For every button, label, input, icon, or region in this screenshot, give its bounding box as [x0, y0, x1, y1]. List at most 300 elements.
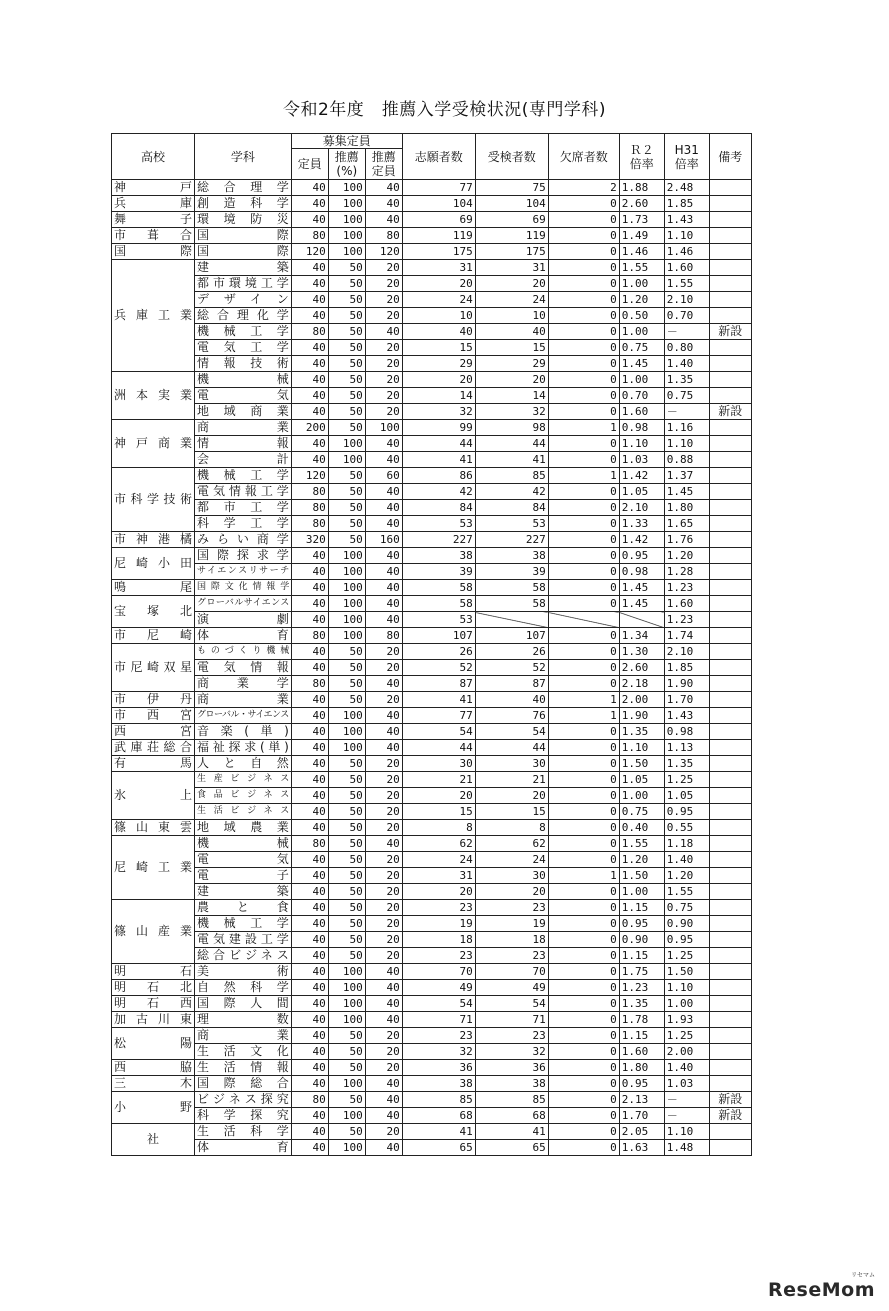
capacity-cell: 40: [291, 340, 328, 356]
rec-pct-cell: 50: [328, 644, 365, 660]
absentees-cell: 0: [548, 228, 619, 244]
examinees-cell: 38: [475, 548, 548, 564]
dept-cell: グローバル・サイエンス: [195, 708, 292, 724]
r2-ratio-cell: 1.42: [619, 468, 664, 484]
dept-cell: 電気建設工学: [195, 932, 292, 948]
rec-cap-cell: 20: [365, 916, 402, 932]
examinees-cell: 18: [475, 932, 548, 948]
absentees-cell: 0: [548, 948, 619, 964]
r2-ratio-cell: 0.50: [619, 308, 664, 324]
rec-cap-cell: 20: [365, 1060, 402, 1076]
rec-pct-cell: 50: [328, 388, 365, 404]
dept-cell: 電気: [195, 852, 292, 868]
r2-ratio-cell: 0.70: [619, 388, 664, 404]
capacity-cell: 80: [291, 484, 328, 500]
table-row: [112, 980, 752, 996]
r2-ratio-cell: 0.75: [619, 340, 664, 356]
rec-pct-cell: 100: [328, 980, 365, 996]
rec-cap-cell: 20: [365, 868, 402, 884]
examinees-cell: 58: [475, 580, 548, 596]
examinees-cell: 75: [475, 180, 548, 196]
examinees-cell: 52: [475, 660, 548, 676]
dept-cell: 都市工学: [195, 500, 292, 516]
r2-ratio-cell: 1.15: [619, 900, 664, 916]
h31-ratio-cell: 1.80: [664, 500, 709, 516]
applicants-cell: 38: [402, 548, 475, 564]
dept-cell: 環境防災: [195, 212, 292, 228]
capacity-cell: 40: [291, 548, 328, 564]
rec-cap-cell: 40: [365, 452, 402, 468]
rec-pct-cell: 50: [328, 932, 365, 948]
examinees-cell: 20: [475, 884, 548, 900]
rec-cap-cell: 40: [365, 836, 402, 852]
note-cell: [709, 1044, 751, 1060]
header-rec-cap: 推薦 定員: [365, 149, 402, 180]
h31-ratio-cell: －: [664, 1092, 709, 1108]
capacity-cell: 80: [291, 500, 328, 516]
examinees-cell: 42: [475, 484, 548, 500]
absentees-cell: 0: [548, 212, 619, 228]
school-cell: 市尼崎双星: [112, 644, 195, 692]
capacity-cell: 40: [291, 1108, 328, 1124]
applicants-cell: 8: [402, 820, 475, 836]
rec-pct-cell: 50: [328, 772, 365, 788]
examinees-cell: 227: [475, 532, 548, 548]
h31-ratio-cell: 1.23: [664, 580, 709, 596]
rec-cap-cell: 40: [365, 1092, 402, 1108]
r2-ratio-cell: 0.95: [619, 1076, 664, 1092]
examinees-cell: 23: [475, 1028, 548, 1044]
r2-ratio-cell: 2.00: [619, 692, 664, 708]
h31-ratio-cell: 1.25: [664, 948, 709, 964]
h31-ratio-cell: 0.75: [664, 388, 709, 404]
rec-cap-cell: 80: [365, 628, 402, 644]
examinees-cell: 20: [475, 372, 548, 388]
rec-pct-cell: 50: [328, 804, 365, 820]
rec-cap-cell: 20: [365, 1044, 402, 1060]
rec-cap-cell: 40: [365, 740, 402, 756]
examinees-cell: 39: [475, 564, 548, 580]
dept-cell: 商業学: [195, 676, 292, 692]
h31-ratio-cell: 1.05: [664, 788, 709, 804]
table-row: [112, 964, 752, 980]
table-row: [112, 1044, 752, 1060]
r2-ratio-cell: 1.45: [619, 596, 664, 612]
rec-pct-cell: 50: [328, 916, 365, 932]
rec-cap-cell: 20: [365, 260, 402, 276]
rec-pct-cell: 50: [328, 660, 365, 676]
logo-text: ReseMom: [768, 1279, 875, 1301]
examinees-cell: 62: [475, 836, 548, 852]
capacity-cell: 80: [291, 516, 328, 532]
absentees-cell: 0: [548, 1140, 619, 1156]
absentees-cell: 0: [548, 324, 619, 340]
examinees-cell: 175: [475, 244, 548, 260]
applicants-cell: 104: [402, 196, 475, 212]
rec-pct-cell: 100: [328, 1108, 365, 1124]
r2-ratio-cell: 1.49: [619, 228, 664, 244]
rec-cap-cell: 40: [365, 964, 402, 980]
applicants-cell: 23: [402, 948, 475, 964]
note-cell: 新設: [709, 404, 751, 420]
rec-pct-cell: 50: [328, 1060, 365, 1076]
applicants-cell: 30: [402, 756, 475, 772]
dept-cell: 国際人間: [195, 996, 292, 1012]
rec-pct-cell: 50: [328, 1044, 365, 1060]
applicants-cell: 42: [402, 484, 475, 500]
rec-cap-cell: 20: [365, 852, 402, 868]
r2-ratio-cell: 1.03: [619, 452, 664, 468]
h31-ratio-cell: 1.03: [664, 1076, 709, 1092]
h31-ratio-cell: 2.00: [664, 1044, 709, 1060]
dept-cell: 総合理学: [195, 180, 292, 196]
note-cell: [709, 628, 751, 644]
r2-ratio-cell: 1.55: [619, 260, 664, 276]
dept-cell: 科学工学: [195, 516, 292, 532]
school-cell: 社: [112, 1124, 195, 1156]
examinees-cell: 53: [475, 516, 548, 532]
absentees-cell: 0: [548, 1012, 619, 1028]
capacity-cell: 40: [291, 1140, 328, 1156]
note-cell: [709, 756, 751, 772]
absentees-cell: 0: [548, 996, 619, 1012]
absentees-cell: [548, 612, 619, 628]
h31-ratio-cell: 1.00: [664, 996, 709, 1012]
absentees-cell: 1: [548, 868, 619, 884]
capacity-cell: 40: [291, 756, 328, 772]
table-row: [112, 612, 752, 628]
r2-ratio-cell: 1.42: [619, 532, 664, 548]
h31-ratio-cell: 0.55: [664, 820, 709, 836]
school-cell: 市伊丹: [112, 692, 195, 708]
applicants-cell: 20: [402, 276, 475, 292]
school-cell: 明石: [112, 964, 195, 980]
rec-pct-cell: 50: [328, 900, 365, 916]
absentees-cell: 0: [548, 676, 619, 692]
absentees-cell: 0: [548, 1028, 619, 1044]
applicants-cell: 58: [402, 580, 475, 596]
table-row: [112, 228, 752, 244]
dept-cell: 食品ビジネス: [195, 788, 292, 804]
rec-pct-cell: 100: [328, 596, 365, 612]
examinees-cell: 20: [475, 276, 548, 292]
r2-ratio-cell: 1.50: [619, 756, 664, 772]
applicants-cell: 86: [402, 468, 475, 484]
table-row: [112, 308, 752, 324]
table-row: [112, 196, 752, 212]
capacity-cell: 80: [291, 676, 328, 692]
table-row: [112, 180, 752, 196]
dept-cell: 情報技術: [195, 356, 292, 372]
r2-ratio-cell: 1.80: [619, 1060, 664, 1076]
absentees-cell: 0: [548, 1044, 619, 1060]
table-row: [112, 548, 752, 564]
school-cell: 国際: [112, 244, 195, 260]
table-row: [112, 1092, 752, 1108]
examinees-cell: 58: [475, 596, 548, 612]
absentees-cell: 0: [548, 820, 619, 836]
applicants-cell: 41: [402, 1124, 475, 1140]
absentees-cell: 0: [548, 196, 619, 212]
dept-cell: 電子: [195, 868, 292, 884]
absentees-cell: 0: [548, 964, 619, 980]
capacity-cell: 40: [291, 932, 328, 948]
applicants-cell: 36: [402, 1060, 475, 1076]
h31-ratio-cell: 1.28: [664, 564, 709, 580]
rec-cap-cell: 20: [365, 756, 402, 772]
dept-cell: 国際文化情報学: [195, 580, 292, 596]
table-row: [112, 788, 752, 804]
applicants-cell: 68: [402, 1108, 475, 1124]
note-cell: [709, 804, 751, 820]
note-cell: [709, 308, 751, 324]
r2-ratio-cell: 1.78: [619, 1012, 664, 1028]
absentees-cell: 0: [548, 1108, 619, 1124]
note-cell: [709, 452, 751, 468]
r2-ratio-cell: 2.18: [619, 676, 664, 692]
dept-cell: 演劇: [195, 612, 292, 628]
school-cell: 加古川東: [112, 1012, 195, 1028]
h31-ratio-cell: 0.70: [664, 308, 709, 324]
applicants-cell: 15: [402, 804, 475, 820]
h31-ratio-cell: 0.88: [664, 452, 709, 468]
note-cell: [709, 1028, 751, 1044]
table-row: [112, 324, 752, 340]
examinees-cell: 40: [475, 692, 548, 708]
rec-pct-cell: 100: [328, 1140, 365, 1156]
note-cell: [709, 948, 751, 964]
note-cell: [709, 788, 751, 804]
school-cell: 兵庫工業: [112, 260, 195, 372]
note-cell: [709, 932, 751, 948]
r2-ratio-cell: 1.90: [619, 708, 664, 724]
note-cell: [709, 884, 751, 900]
h31-ratio-cell: 1.70: [664, 692, 709, 708]
table-row: [112, 692, 752, 708]
table-row: [112, 452, 752, 468]
header-examinees: 受検者数: [475, 134, 548, 180]
absentees-cell: 0: [548, 788, 619, 804]
h31-ratio-cell: 1.20: [664, 868, 709, 884]
rec-cap-cell: 40: [365, 580, 402, 596]
rec-cap-cell: 40: [365, 676, 402, 692]
capacity-cell: 40: [291, 724, 328, 740]
r2-ratio-cell: 1.15: [619, 1028, 664, 1044]
r2-ratio-cell: 1.00: [619, 372, 664, 388]
table-row: [112, 948, 752, 964]
examinees-cell: 29: [475, 356, 548, 372]
rec-pct-cell: 50: [328, 1092, 365, 1108]
dept-cell: 理数: [195, 1012, 292, 1028]
h31-ratio-cell: 1.46: [664, 244, 709, 260]
rec-cap-cell: 40: [365, 596, 402, 612]
r2-ratio-cell: 1.34: [619, 628, 664, 644]
examinees-cell: 41: [475, 452, 548, 468]
school-cell: 神戸商業: [112, 420, 195, 468]
rec-cap-cell: 20: [365, 404, 402, 420]
examinees-cell: 104: [475, 196, 548, 212]
note-cell: [709, 868, 751, 884]
absentees-cell: 0: [548, 660, 619, 676]
dept-cell: 電気情報: [195, 660, 292, 676]
absentees-cell: 0: [548, 884, 619, 900]
table-row: [112, 468, 752, 484]
examinees-cell: 119: [475, 228, 548, 244]
applicants-cell: 70: [402, 964, 475, 980]
examinees-cell: 26: [475, 644, 548, 660]
capacity-cell: 40: [291, 356, 328, 372]
rec-cap-cell: 40: [365, 196, 402, 212]
dept-cell: 生活情報: [195, 1060, 292, 1076]
rec-cap-cell: 20: [365, 340, 402, 356]
h31-ratio-cell: 1.60: [664, 596, 709, 612]
rec-cap-cell: 40: [365, 548, 402, 564]
capacity-cell: 80: [291, 628, 328, 644]
capacity-cell: 40: [291, 692, 328, 708]
dept-cell: 国際: [195, 228, 292, 244]
examinees-cell: 54: [475, 996, 548, 1012]
applicants-cell: 31: [402, 260, 475, 276]
capacity-cell: 80: [291, 836, 328, 852]
absentees-cell: 0: [548, 372, 619, 388]
table-row: [112, 260, 752, 276]
rec-cap-cell: 20: [365, 644, 402, 660]
rec-pct-cell: 100: [328, 580, 365, 596]
note-cell: [709, 340, 751, 356]
resemom-logo: [768, 1272, 875, 1301]
h31-ratio-cell: 1.40: [664, 852, 709, 868]
note-cell: [709, 212, 751, 228]
applicants-cell: 77: [402, 180, 475, 196]
applicants-cell: 49: [402, 980, 475, 996]
examinees-cell: 14: [475, 388, 548, 404]
absentees-cell: 0: [548, 980, 619, 996]
h31-ratio-cell: 1.85: [664, 196, 709, 212]
note-cell: [709, 388, 751, 404]
capacity-cell: 40: [291, 916, 328, 932]
examinees-cell: 38: [475, 1076, 548, 1092]
absentees-cell: 0: [548, 500, 619, 516]
note-cell: [709, 964, 751, 980]
table-row: [112, 436, 752, 452]
rec-pct-cell: 100: [328, 996, 365, 1012]
capacity-cell: 80: [291, 324, 328, 340]
rec-cap-cell: 20: [365, 884, 402, 900]
rec-pct-cell: 50: [328, 532, 365, 548]
absentees-cell: 0: [548, 484, 619, 500]
school-cell: 市尼崎: [112, 628, 195, 644]
absentees-cell: 0: [548, 724, 619, 740]
absentees-cell: 1: [548, 468, 619, 484]
capacity-cell: 40: [291, 900, 328, 916]
rec-pct-cell: 50: [328, 340, 365, 356]
table-row: [112, 628, 752, 644]
h31-ratio-cell: 1.60: [664, 260, 709, 276]
capacity-cell: 40: [291, 404, 328, 420]
absentees-cell: 0: [548, 772, 619, 788]
applicants-cell: 21: [402, 772, 475, 788]
school-cell: 明石北: [112, 980, 195, 996]
note-cell: [709, 692, 751, 708]
dept-cell: 生活ビジネス: [195, 804, 292, 820]
rec-pct-cell: 50: [328, 516, 365, 532]
r2-ratio-cell: 1.35: [619, 724, 664, 740]
applicants-cell: 29: [402, 356, 475, 372]
school-cell: 篠山東雲: [112, 820, 195, 836]
note-cell: [709, 500, 751, 516]
rec-pct-cell: 100: [328, 628, 365, 644]
examinees-cell: 54: [475, 724, 548, 740]
table-row: [112, 836, 752, 852]
capacity-cell: 40: [291, 388, 328, 404]
school-cell: 松陽: [112, 1028, 195, 1060]
absentees-cell: 0: [548, 276, 619, 292]
r2-ratio-cell: 0.75: [619, 804, 664, 820]
applicants-cell: 53: [402, 612, 475, 628]
rec-pct-cell: 100: [328, 548, 365, 564]
absentees-cell: 0: [548, 532, 619, 548]
capacity-cell: 120: [291, 468, 328, 484]
capacity-cell: 40: [291, 1028, 328, 1044]
table-row: [112, 1012, 752, 1028]
dept-cell: 会計: [195, 452, 292, 468]
table-row: [112, 852, 752, 868]
capacity-cell: 320: [291, 532, 328, 548]
capacity-cell: 40: [291, 884, 328, 900]
absentees-cell: 0: [548, 404, 619, 420]
absentees-cell: 0: [548, 628, 619, 644]
rec-pct-cell: 100: [328, 244, 365, 260]
rec-cap-cell: 20: [365, 660, 402, 676]
r2-ratio-cell: 0.40: [619, 820, 664, 836]
h31-ratio-cell: 1.18: [664, 836, 709, 852]
examinees-cell: 85: [475, 1092, 548, 1108]
table-row: [112, 1140, 752, 1156]
table-row: [112, 756, 752, 772]
r2-ratio-cell: 1.46: [619, 244, 664, 260]
h31-ratio-cell: 0.80: [664, 340, 709, 356]
h31-ratio-cell: 0.95: [664, 932, 709, 948]
school-cell: 市科学技術: [112, 468, 195, 532]
logo-subtext: リセマム: [851, 1272, 875, 1279]
r2-ratio-cell: 2.60: [619, 660, 664, 676]
capacity-cell: 80: [291, 228, 328, 244]
absentees-cell: 1: [548, 708, 619, 724]
h31-ratio-cell: 1.74: [664, 628, 709, 644]
h31-ratio-cell: 1.25: [664, 772, 709, 788]
h31-ratio-cell: 1.10: [664, 980, 709, 996]
examinees-cell: 68: [475, 1108, 548, 1124]
dept-cell: 地域商業: [195, 404, 292, 420]
table-row: [112, 564, 752, 580]
rec-cap-cell: 20: [365, 356, 402, 372]
table-row: [112, 1076, 752, 1092]
note-cell: [709, 980, 751, 996]
dept-cell: デザイン: [195, 292, 292, 308]
applicants-cell: 39: [402, 564, 475, 580]
rec-pct-cell: 100: [328, 452, 365, 468]
rec-cap-cell: 20: [365, 948, 402, 964]
rec-cap-cell: 20: [365, 276, 402, 292]
dept-cell: 生産ビジネス: [195, 772, 292, 788]
school-cell: 市西宮: [112, 708, 195, 724]
table-row: [112, 932, 752, 948]
rec-cap-cell: 40: [365, 484, 402, 500]
absentees-cell: 0: [548, 1124, 619, 1140]
h31-ratio-cell: 2.48: [664, 180, 709, 196]
absentees-cell: 1: [548, 692, 619, 708]
capacity-cell: 40: [291, 292, 328, 308]
